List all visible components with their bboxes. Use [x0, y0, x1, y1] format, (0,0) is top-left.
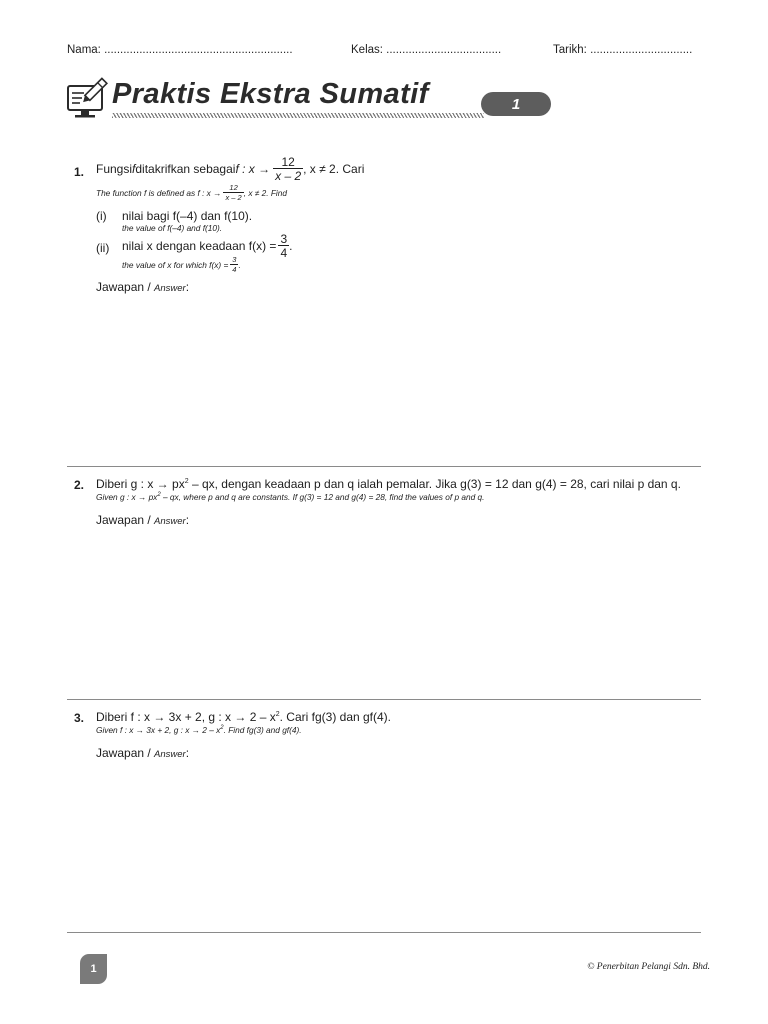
monitor-pencil-icon — [66, 74, 108, 120]
question-1-number: 1. — [74, 165, 85, 179]
date-field-label: Tarikh: ................................ — [553, 44, 693, 56]
q1-en-pre: The function f is defined as f : x → — [96, 187, 222, 198]
q1-fraction — [273, 156, 303, 182]
q2-text-b: – qx, dengan keadaan p dan q ialah pemalar. Jika g(3) = 12 dan g(4) = 28, cari nilai p dan q. — [188, 477, 681, 491]
page-number-badge: 1 — [80, 954, 107, 984]
q1-ii-en-num: 3 — [232, 255, 237, 264]
q2-text-a: Diberi g : x → px — [96, 477, 185, 491]
q3-text-a: Diberi f : x → 3x + 2, g : x → 2 – x — [96, 710, 276, 724]
question-3-english — [96, 725, 302, 735]
q1-answer-label — [96, 280, 189, 294]
q1-part-i-english: the value of f(–4) and f(10). — [122, 223, 223, 233]
q1-lead: Fungsi — [96, 162, 133, 176]
q2-answer: Jawapan / — [96, 513, 155, 527]
q1-ii-en: the value of x for which f(x) = — [122, 259, 229, 270]
q1-en-den: x – 2 — [225, 192, 242, 202]
q2-sup: 2 — [184, 478, 189, 485]
divider — [67, 466, 701, 467]
q3-answer-area[interactable] — [67, 763, 701, 927]
q2-answer-area[interactable] — [67, 530, 701, 694]
q3-answer-en: Answer — [154, 749, 186, 760]
page-title: Praktis Ekstra Sumatif — [112, 78, 429, 110]
class-field-label: Kelas: .................................... — [351, 44, 502, 56]
divider — [67, 932, 701, 933]
q1-ii-text: nilai x dengan keadaan f(x) = — [122, 239, 277, 253]
question-1-english — [96, 184, 287, 201]
question-2-english — [96, 492, 484, 502]
q1-part-ii-label: (ii) — [96, 241, 110, 255]
q1-frac-num: 12 — [281, 155, 295, 169]
q3-sup: 2 — [275, 711, 280, 718]
q1-ii-dot: . — [289, 239, 293, 253]
q1-en-num: 12 — [229, 183, 238, 192]
q1-part-ii-english — [122, 256, 241, 273]
q1-answer-en: Answer — [154, 283, 186, 294]
q1-answer: Jawapan / — [96, 280, 155, 294]
q1-map: f : x → — [235, 162, 271, 176]
q2-en-a: Given g : x → px — [96, 492, 158, 502]
q1-answer-area[interactable] — [67, 296, 701, 462]
name-field-label: Nama: ........................................................... — [67, 44, 293, 56]
title-underline-hatch — [112, 113, 484, 118]
q1-part-i-label: (i) — [96, 209, 107, 223]
q1-cond: , x ≠ 2. Cari — [303, 162, 365, 176]
question-2-text — [96, 477, 681, 491]
q2-en-sup: 2 — [157, 492, 161, 499]
q2-en-b: – qx, where p and q are constants. If g(3) = 12 and g(4) = 28, find the values of p and q. — [160, 492, 485, 502]
copyright-text: © Penerbitan Pelangi Sdn. Bhd. — [587, 962, 710, 972]
question-3-text — [96, 710, 391, 724]
q3-answer-label — [96, 746, 189, 760]
q1-ii-den: 4 — [280, 246, 288, 260]
divider — [67, 699, 701, 700]
q1-text1: ditakrifkan sebagai — [135, 162, 236, 176]
q1-frac-den: x – 2 — [275, 169, 302, 183]
q1-en-post: , x ≠ 2. Find — [243, 187, 288, 198]
q1-ii-en-den: 4 — [232, 264, 237, 274]
q1-f: f — [132, 162, 136, 176]
q1-ii-fraction — [278, 233, 289, 259]
q3-text-b: . Cari fg(3) dan gf(4). — [279, 710, 392, 724]
q2-answer-colon: : — [185, 513, 190, 527]
q1-ii-en-dot: . — [238, 259, 241, 270]
q2-answer-en: Answer — [154, 516, 186, 527]
q3-answer-colon: : — [185, 746, 190, 760]
q3-en-sup: 2 — [220, 725, 224, 732]
q3-en-a: Given f : x → 3x + 2, g : x → 2 – x — [96, 725, 221, 735]
question-1-text — [96, 156, 364, 182]
q3-answer: Jawapan / — [96, 746, 155, 760]
q3-en-b: . Find fg(3) and gf(4). — [223, 725, 302, 735]
q1-part-i-text: nilai bagi f(–4) dan f(10). — [122, 209, 253, 223]
question-2-number: 2. — [74, 478, 85, 492]
q1-en-fraction — [223, 184, 243, 201]
title-number-badge: 1 — [481, 92, 551, 116]
question-3-number: 3. — [74, 711, 85, 725]
q2-answer-label — [96, 513, 189, 527]
q1-answer-colon: : — [185, 280, 190, 294]
q1-ii-num: 3 — [280, 232, 288, 246]
q1-ii-en-fraction — [230, 255, 241, 274]
